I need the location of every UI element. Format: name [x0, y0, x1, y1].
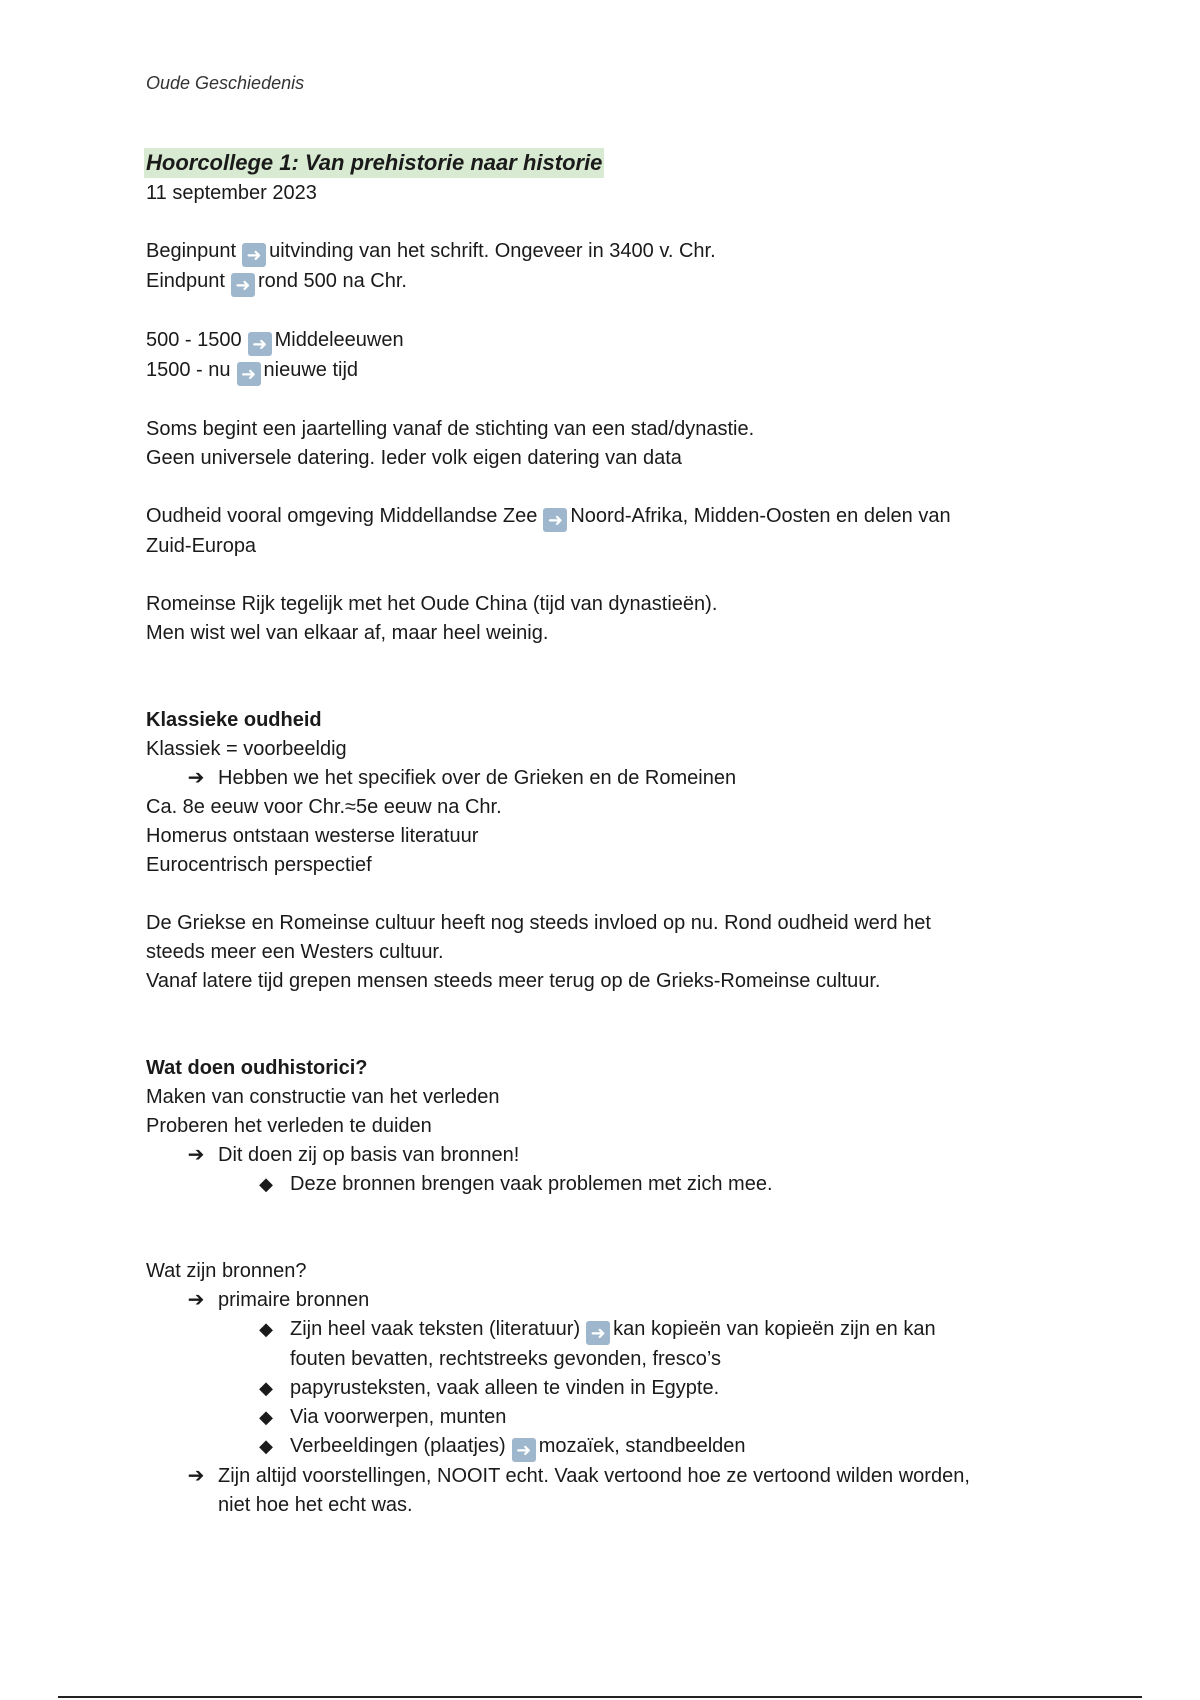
list-item	[146, 1170, 1076, 1199]
period-end	[146, 267, 1076, 297]
right-arrow-icon: ➜	[586, 1321, 610, 1345]
diamond-bullet-icon: ◆	[259, 1378, 273, 1398]
classical-line-3: Homerus ontstaan westerse literatuur	[146, 825, 479, 847]
list-item	[146, 1403, 1076, 1432]
right-arrow-icon: ➜	[248, 332, 272, 356]
list-item	[146, 1462, 1076, 1520]
sources-sub-1-before: Zijn heel vaak teksten (literatuur)	[290, 1318, 581, 1340]
sources-sub-2: papyrusteksten, vaak alleen te vinden in Egypte.	[290, 1377, 720, 1399]
classical-bullet-1: Hebben we het specifiek over de Grieken en de Romeinen	[218, 767, 737, 789]
region-line-1	[146, 502, 1076, 532]
period-mid-text: Middeleeuwen	[274, 329, 404, 351]
classical-line-4: Eurocentrisch perspectief	[146, 854, 372, 876]
historians-line-2: Proberen het verleden te duiden	[146, 1115, 432, 1137]
classical-para-1: De Griekse en Romeinse cultuur heeft nog steeds invloed op nu. Rond oudheid werd het	[146, 912, 931, 934]
dating-line-1: Soms begint een jaartelling vanaf de stichting van een stad/dynastie.	[146, 418, 755, 440]
right-arrow-icon: ➜	[512, 1438, 536, 1462]
list-item	[146, 1315, 1076, 1374]
lecture-title-row	[146, 148, 1076, 179]
sources-sub-1-line-2: fouten bevatten, rechtstreeks gevonden, fresco’s	[290, 1348, 722, 1370]
sources-sub-4-before: Verbeeldingen (plaatjes)	[290, 1435, 506, 1457]
china-line-1: Romeinse Rijk tegelijk met het Oude China (tijd van dynastieën).	[146, 593, 718, 615]
classical-line-1: Klassiek = voorbeeldig	[146, 738, 347, 760]
diamond-bullet-icon: ◆	[259, 1407, 273, 1427]
classical-heading: Klassieke oudheid	[146, 709, 322, 731]
historians-sub-1: Deze bronnen brengen vaak problemen met zich mee.	[290, 1173, 773, 1195]
historians-heading: Wat doen oudhistorici?	[146, 1057, 368, 1079]
china-line-2: Men wist wel van elkaar af, maar heel weinig.	[146, 622, 549, 644]
right-arrow-icon: ➜	[237, 362, 261, 386]
historians-line-1: Maken van constructie van het verleden	[146, 1086, 500, 1108]
right-arrow-icon: ➜	[231, 273, 255, 297]
page-divider	[58, 1696, 1142, 1698]
arrow-bullet-icon: ➔	[187, 1465, 205, 1487]
period-new-text: nieuwe tijd	[263, 359, 359, 381]
period-begin-text: uitvinding van het schrift. Ongeveer in 3400 v. Chr.	[269, 240, 716, 262]
sources-bullet-2-line-2: niet hoe het echt was.	[218, 1494, 413, 1516]
sources-bullet-2-line-1: Zijn altijd voorstellingen, NOOIT echt. Vaak vertoond hoe ze vertoond wilden worden,	[218, 1465, 970, 1487]
period-new-label: 1500 - nu	[146, 359, 231, 381]
sources-bullet-1: primaire bronnen	[218, 1289, 370, 1311]
sources-question: Wat zijn bronnen?	[146, 1260, 307, 1282]
period-mid-label: 500 - 1500	[146, 329, 242, 351]
period-new-time	[146, 356, 1076, 386]
region-after: Noord-Afrika, Midden-Oosten en delen van	[570, 505, 951, 527]
diamond-bullet-icon: ◆	[259, 1436, 273, 1456]
period-begin	[146, 237, 1076, 267]
right-arrow-icon: ➜	[242, 243, 266, 267]
sources-sub-1-after: kan kopieën van kopieën zijn en kan	[613, 1318, 936, 1340]
period-begin-label: Beginpunt	[146, 240, 237, 262]
dating-line-2: Geen universele datering. Ieder volk eigen datering van data	[146, 447, 682, 469]
list-item	[146, 1141, 1076, 1170]
list-item	[146, 1286, 1076, 1315]
classical-para-3: Vanaf latere tijd grepen mensen steeds meer terug op de Grieks-Romeinse cultuur.	[146, 970, 881, 992]
historians-bullet-1: Dit doen zij op basis van bronnen!	[218, 1144, 520, 1166]
list-item	[146, 1374, 1076, 1403]
right-arrow-icon: ➜	[543, 508, 567, 532]
period-middle-ages	[146, 326, 1076, 356]
classical-para-2: steeds meer een Westers cultuur.	[146, 941, 444, 963]
list-item	[146, 764, 1076, 793]
lecture-title: Hoorcollege 1: Van prehistorie naar historie	[144, 148, 604, 178]
period-end-text: rond 500 na Chr.	[257, 270, 407, 292]
list-item	[146, 1432, 1076, 1462]
diamond-bullet-icon: ◆	[259, 1319, 273, 1339]
sources-sub-3: Via voorwerpen, munten	[290, 1406, 507, 1428]
lecture-date: 11 september 2023	[146, 182, 317, 204]
document-page	[146, 70, 1076, 1520]
period-end-label: Eindpunt	[146, 270, 225, 292]
diamond-bullet-icon: ◆	[259, 1174, 273, 1194]
arrow-bullet-icon: ➔	[187, 1289, 205, 1311]
sources-sub-4-after: mozaïek, standbeelden	[538, 1435, 746, 1457]
arrow-bullet-icon: ➔	[187, 767, 205, 789]
classical-line-2: Ca. 8e eeuw voor Chr.≈5e eeuw na Chr.	[146, 796, 502, 818]
region-line-2: Zuid-Europa	[146, 535, 257, 557]
region-before: Oudheid vooral omgeving Middellandse Zee	[146, 505, 538, 527]
document-header: Oude Geschiedenis	[146, 73, 305, 93]
arrow-bullet-icon: ➔	[187, 1144, 205, 1166]
